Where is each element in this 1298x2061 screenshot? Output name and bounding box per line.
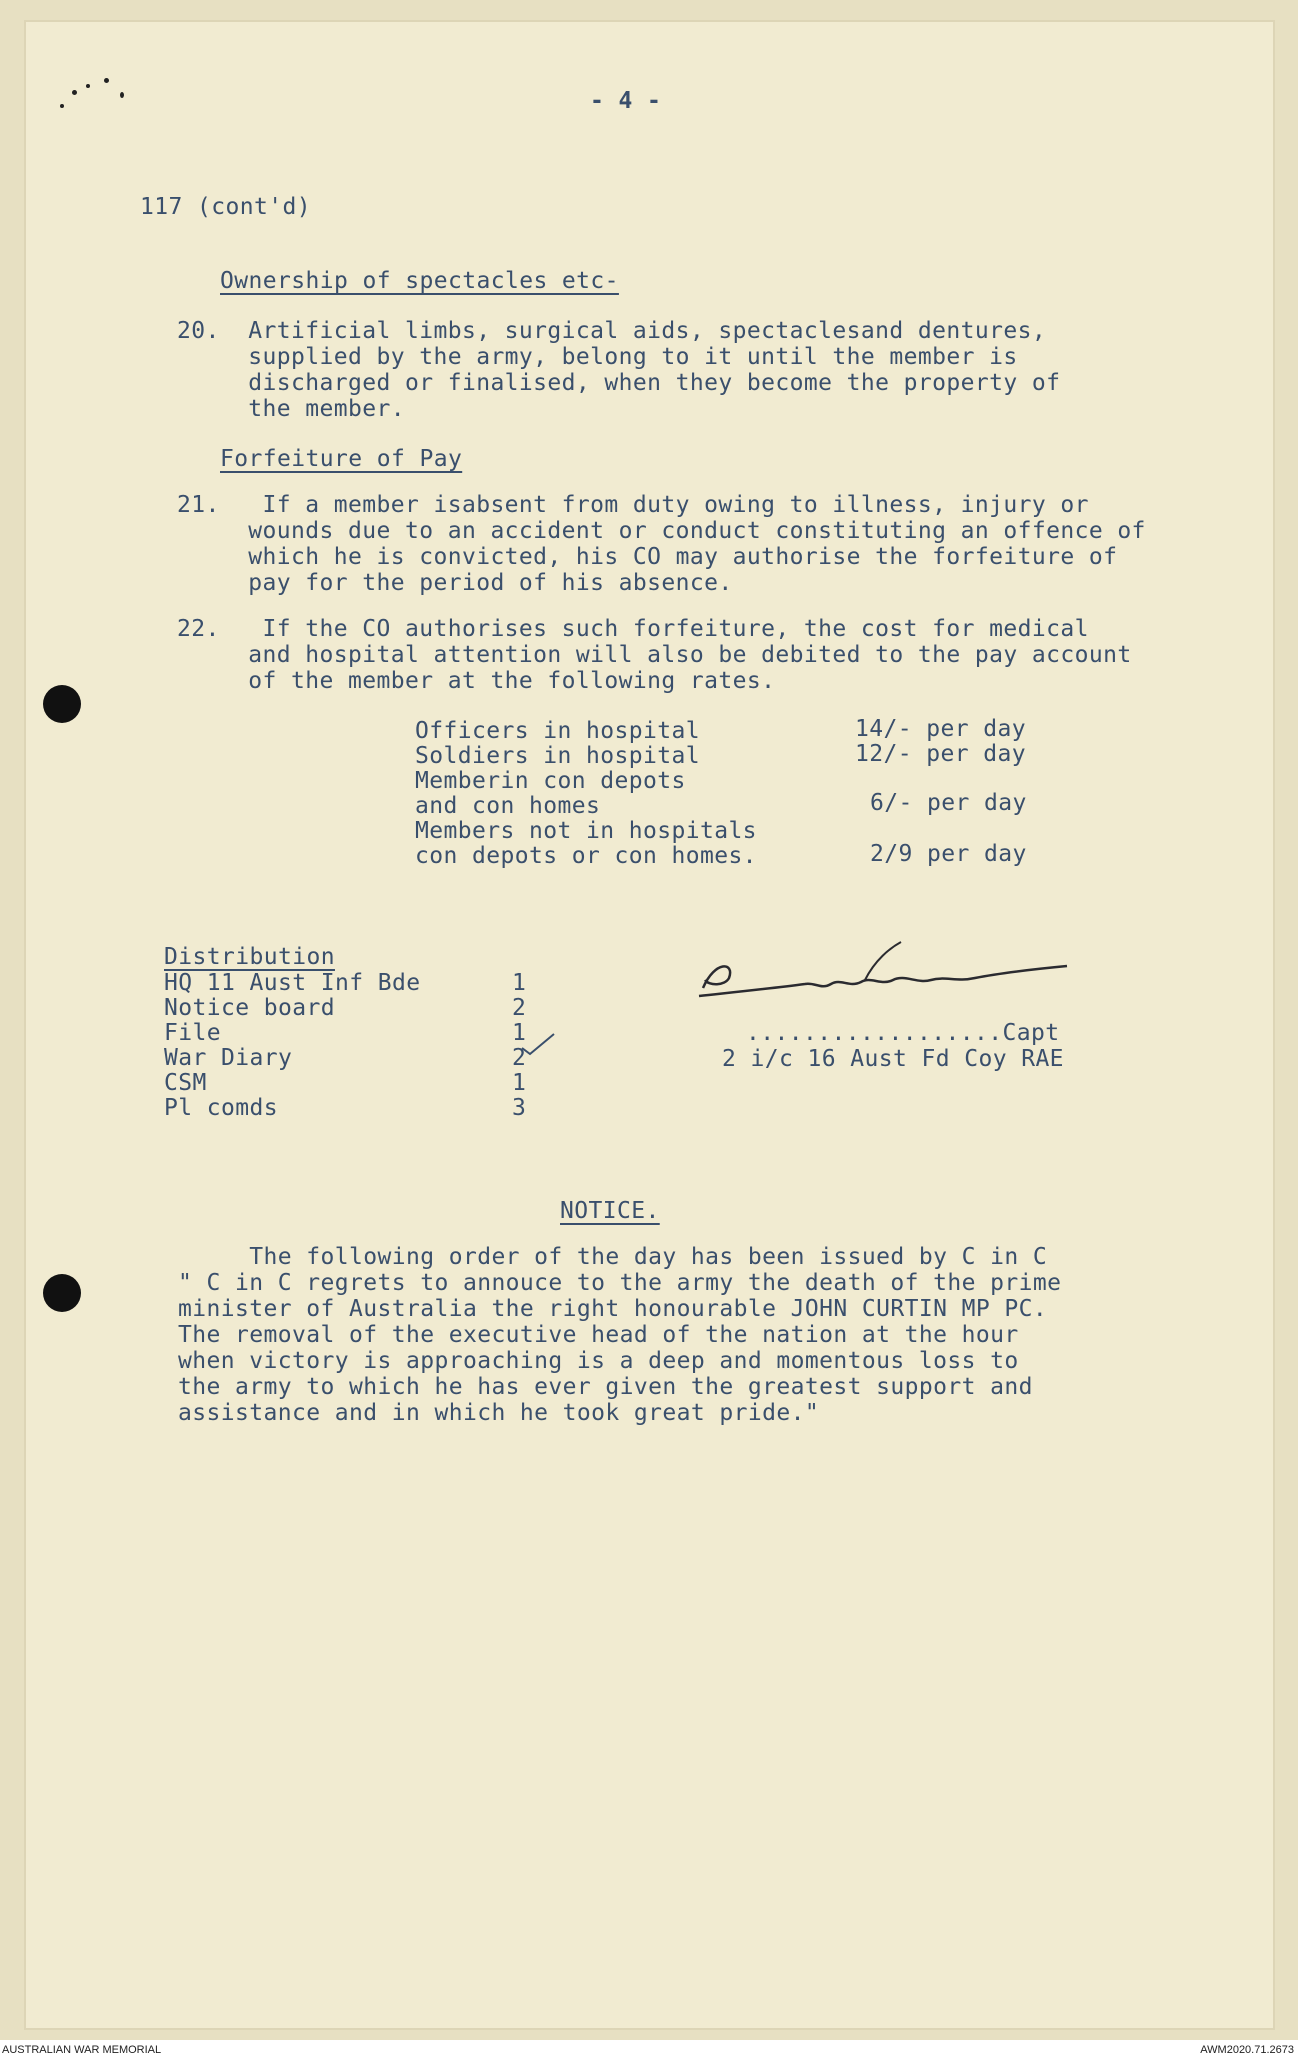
notice-line: The following order of the day has been issued by C in C bbox=[178, 1244, 1048, 1270]
rate-value: 6/- per day bbox=[870, 790, 1027, 816]
paragraph-line: which he is convicted, his CO may authorise the forfeiture of bbox=[177, 544, 1118, 570]
rate-label: Memberin con depots bbox=[415, 768, 686, 794]
distribution-item: File bbox=[164, 1020, 221, 1046]
notice-line: The removal of the executive head of the nation at the hour bbox=[178, 1322, 1019, 1348]
signature-line: ..................Capt bbox=[746, 1020, 1060, 1046]
paragraph-line: wounds due to an accident or conduct constituting an offence of bbox=[177, 518, 1146, 544]
rate-label: Soldiers in hospital bbox=[415, 743, 700, 769]
rate-value: 14/- per day bbox=[855, 716, 1026, 742]
ownership-heading: Ownership of spectacles etc- bbox=[220, 268, 619, 294]
checkmark-icon bbox=[520, 1030, 556, 1058]
ink-speck bbox=[86, 84, 90, 88]
ink-speck bbox=[60, 104, 64, 108]
forfeiture-heading: Forfeiture of Pay bbox=[220, 446, 463, 472]
notice-line: when victory is approaching is a deep and momentous loss to bbox=[178, 1348, 1019, 1374]
ink-speck bbox=[120, 92, 124, 98]
ink-speck bbox=[104, 78, 109, 83]
notice-line: the army to which he has ever given the greatest support and bbox=[178, 1374, 1033, 1400]
archive-footer bbox=[0, 2040, 1298, 2061]
distribution-qty: 2 bbox=[512, 1045, 527, 1071]
distribution-item: War Diary bbox=[164, 1045, 293, 1071]
page-number: - 4 - bbox=[590, 88, 662, 114]
rate-label: and con homes bbox=[415, 793, 601, 819]
paragraph-line: discharged or finalised, when they become the property of bbox=[177, 370, 1061, 396]
order-reference: 117 (cont'd) bbox=[140, 194, 311, 220]
distribution-qty: 1 bbox=[512, 1070, 527, 1096]
distribution-heading: Distribution bbox=[164, 944, 335, 970]
paragraph-line: the member. bbox=[177, 396, 405, 422]
notice-line: assistance and in which he took great pride." bbox=[178, 1400, 820, 1426]
paragraph-line: and hospital attention will also be debited to the pay account bbox=[177, 642, 1132, 668]
signatory-title: 2 i/c 16 Aust Fd Coy RAE bbox=[722, 1046, 1064, 1072]
distribution-item: Pl comds bbox=[164, 1095, 278, 1121]
rate-value: 12/- per day bbox=[855, 741, 1026, 767]
paragraph-line: supplied by the army, belong to it until the member is bbox=[177, 344, 1018, 370]
distribution-item: HQ 11 Aust Inf Bde bbox=[164, 970, 421, 996]
handwritten-signature bbox=[695, 940, 1075, 1010]
rate-label: con depots or con homes. bbox=[415, 843, 757, 869]
punch-hole bbox=[43, 685, 81, 723]
ink-speck bbox=[72, 90, 77, 95]
punch-hole bbox=[43, 1274, 81, 1312]
notice-line: " C in C regrets to annouce to the army the death of the prime bbox=[178, 1270, 1062, 1296]
notice-heading: NOTICE. bbox=[560, 1198, 660, 1224]
footer-accession-number: AWM2020.71.2673 bbox=[1200, 2044, 1294, 2056]
distribution-qty: 3 bbox=[512, 1095, 527, 1121]
distribution-qty: 1 bbox=[512, 970, 527, 996]
distribution-qty: 2 bbox=[512, 995, 527, 1021]
footer-institution: AUSTRALIAN WAR MEMORIAL bbox=[2, 2044, 162, 2056]
distribution-item: Notice board bbox=[164, 995, 335, 1021]
rate-label: Officers in hospital bbox=[415, 718, 700, 744]
distribution-item: CSM bbox=[164, 1070, 207, 1096]
rate-value: 2/9 per day bbox=[870, 841, 1027, 867]
paragraph-line: 22. If the CO authorises such forfeiture, the cost for medical bbox=[177, 616, 1089, 642]
paragraph-line: of the member at the following rates. bbox=[177, 668, 776, 694]
paragraph-line: pay for the period of his absence. bbox=[177, 570, 733, 596]
distribution-qty: 1 bbox=[512, 1020, 527, 1046]
notice-line: minister of Australia the right honourable JOHN CURTIN MP PC. bbox=[178, 1296, 1048, 1322]
paragraph-line: 20. Artificial limbs, surgical aids, spectaclesand dentures, bbox=[177, 318, 1047, 344]
rate-label: Members not in hospitals bbox=[415, 818, 757, 844]
paragraph-line: 21. If a member isabsent from duty owing to illness, injury or bbox=[177, 492, 1089, 518]
